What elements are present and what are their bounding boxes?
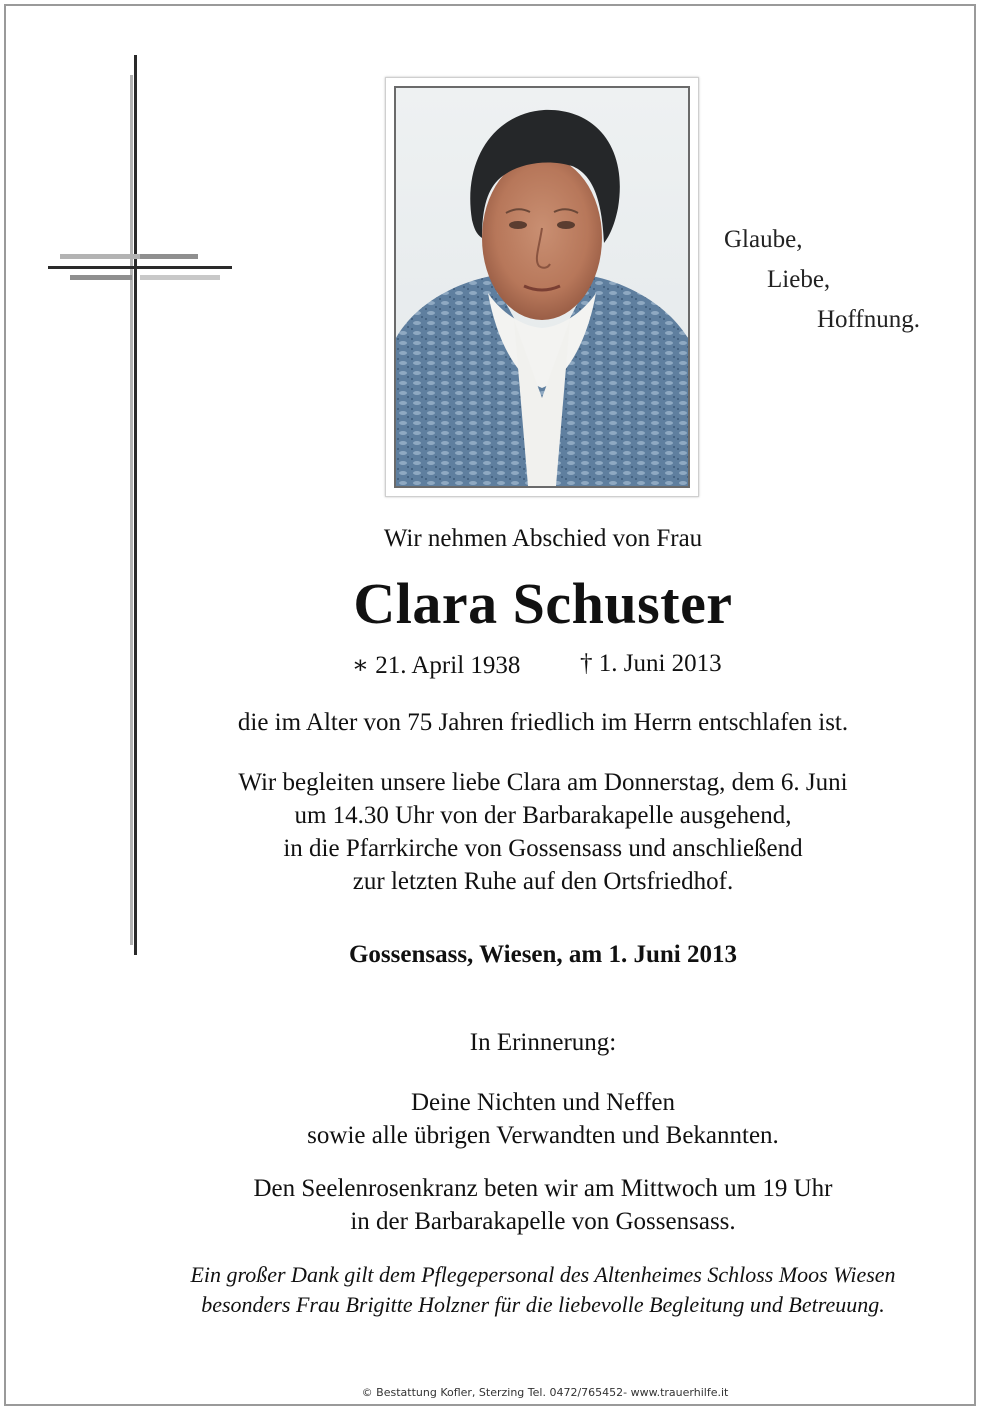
birth-date-text: ∗ 21. April 1938	[352, 652, 521, 679]
mourners-line: Deine Nichten und Neffen	[410, 1089, 676, 1116]
funeral-info	[100, 766, 982, 898]
mourners	[100, 1086, 982, 1152]
funeral-line: um 14.30 Uhr von der Barbarakapelle ausgehend,	[294, 802, 792, 829]
funeral-line: Wir begleiten unsere liebe Clara am Donnerstag, dem 6. Juni	[238, 769, 848, 796]
portrait-photo	[394, 86, 690, 488]
death-date	[580, 650, 722, 678]
place-date: Gossensass, Wiesen, am 1. Juni 2013	[348, 941, 738, 968]
portrait-illustration	[396, 88, 688, 486]
mourners-line: sowie alle übrigen Verwandten und Bekannten.	[307, 1122, 779, 1149]
deceased-name: Clara Schuster	[353, 571, 733, 636]
motto-love: Liebe,	[767, 266, 831, 293]
thanks-note	[100, 1260, 982, 1320]
motto-hope: Hoffnung.	[817, 306, 921, 333]
funeral-line: in die Pfarrkirche von Gossensass und anschließend	[283, 835, 803, 862]
cross-accent-bottom-right	[140, 275, 220, 280]
thanks-line: Ein großer Dank gilt dem Pflegepersonal des Altenheimes Schloss Moos Wiesen	[190, 1262, 896, 1287]
rosary-info	[100, 1172, 982, 1238]
cross-horizontal-bar	[48, 266, 232, 269]
footer-credit: © Bestattung Kofler, Sterzing Tel. 0472/765452- www.trauerhilfe.it	[361, 1386, 729, 1399]
cross-accent-bottom-left	[70, 275, 132, 280]
motto-faith: Glaube,	[724, 226, 803, 253]
funeral-line: zur letzten Ruhe auf den Ortsfriedhof.	[352, 868, 734, 895]
memory-label: In Erinnerung:	[469, 1029, 617, 1056]
rosary-line: in der Barbarakapelle von Gossensass.	[350, 1208, 736, 1235]
intro-line: Wir nehmen Abschied von Frau	[383, 525, 703, 552]
thanks-line: besonders Frau Brigitte Holzner für die liebevolle Begleitung und Betreuung.	[201, 1292, 885, 1317]
death-date-text: † 1. Juni 2013	[580, 650, 722, 677]
cross-accent-top-right	[140, 254, 198, 259]
portrait-frame	[385, 77, 699, 497]
age-line: die im Alter von 75 Jahren friedlich im Herrn entschlafen ist.	[237, 709, 849, 736]
rosary-line: Den Seelenrosenkranz beten wir am Mittwoch um 19 Uhr	[253, 1175, 833, 1202]
birth-date	[352, 650, 520, 680]
